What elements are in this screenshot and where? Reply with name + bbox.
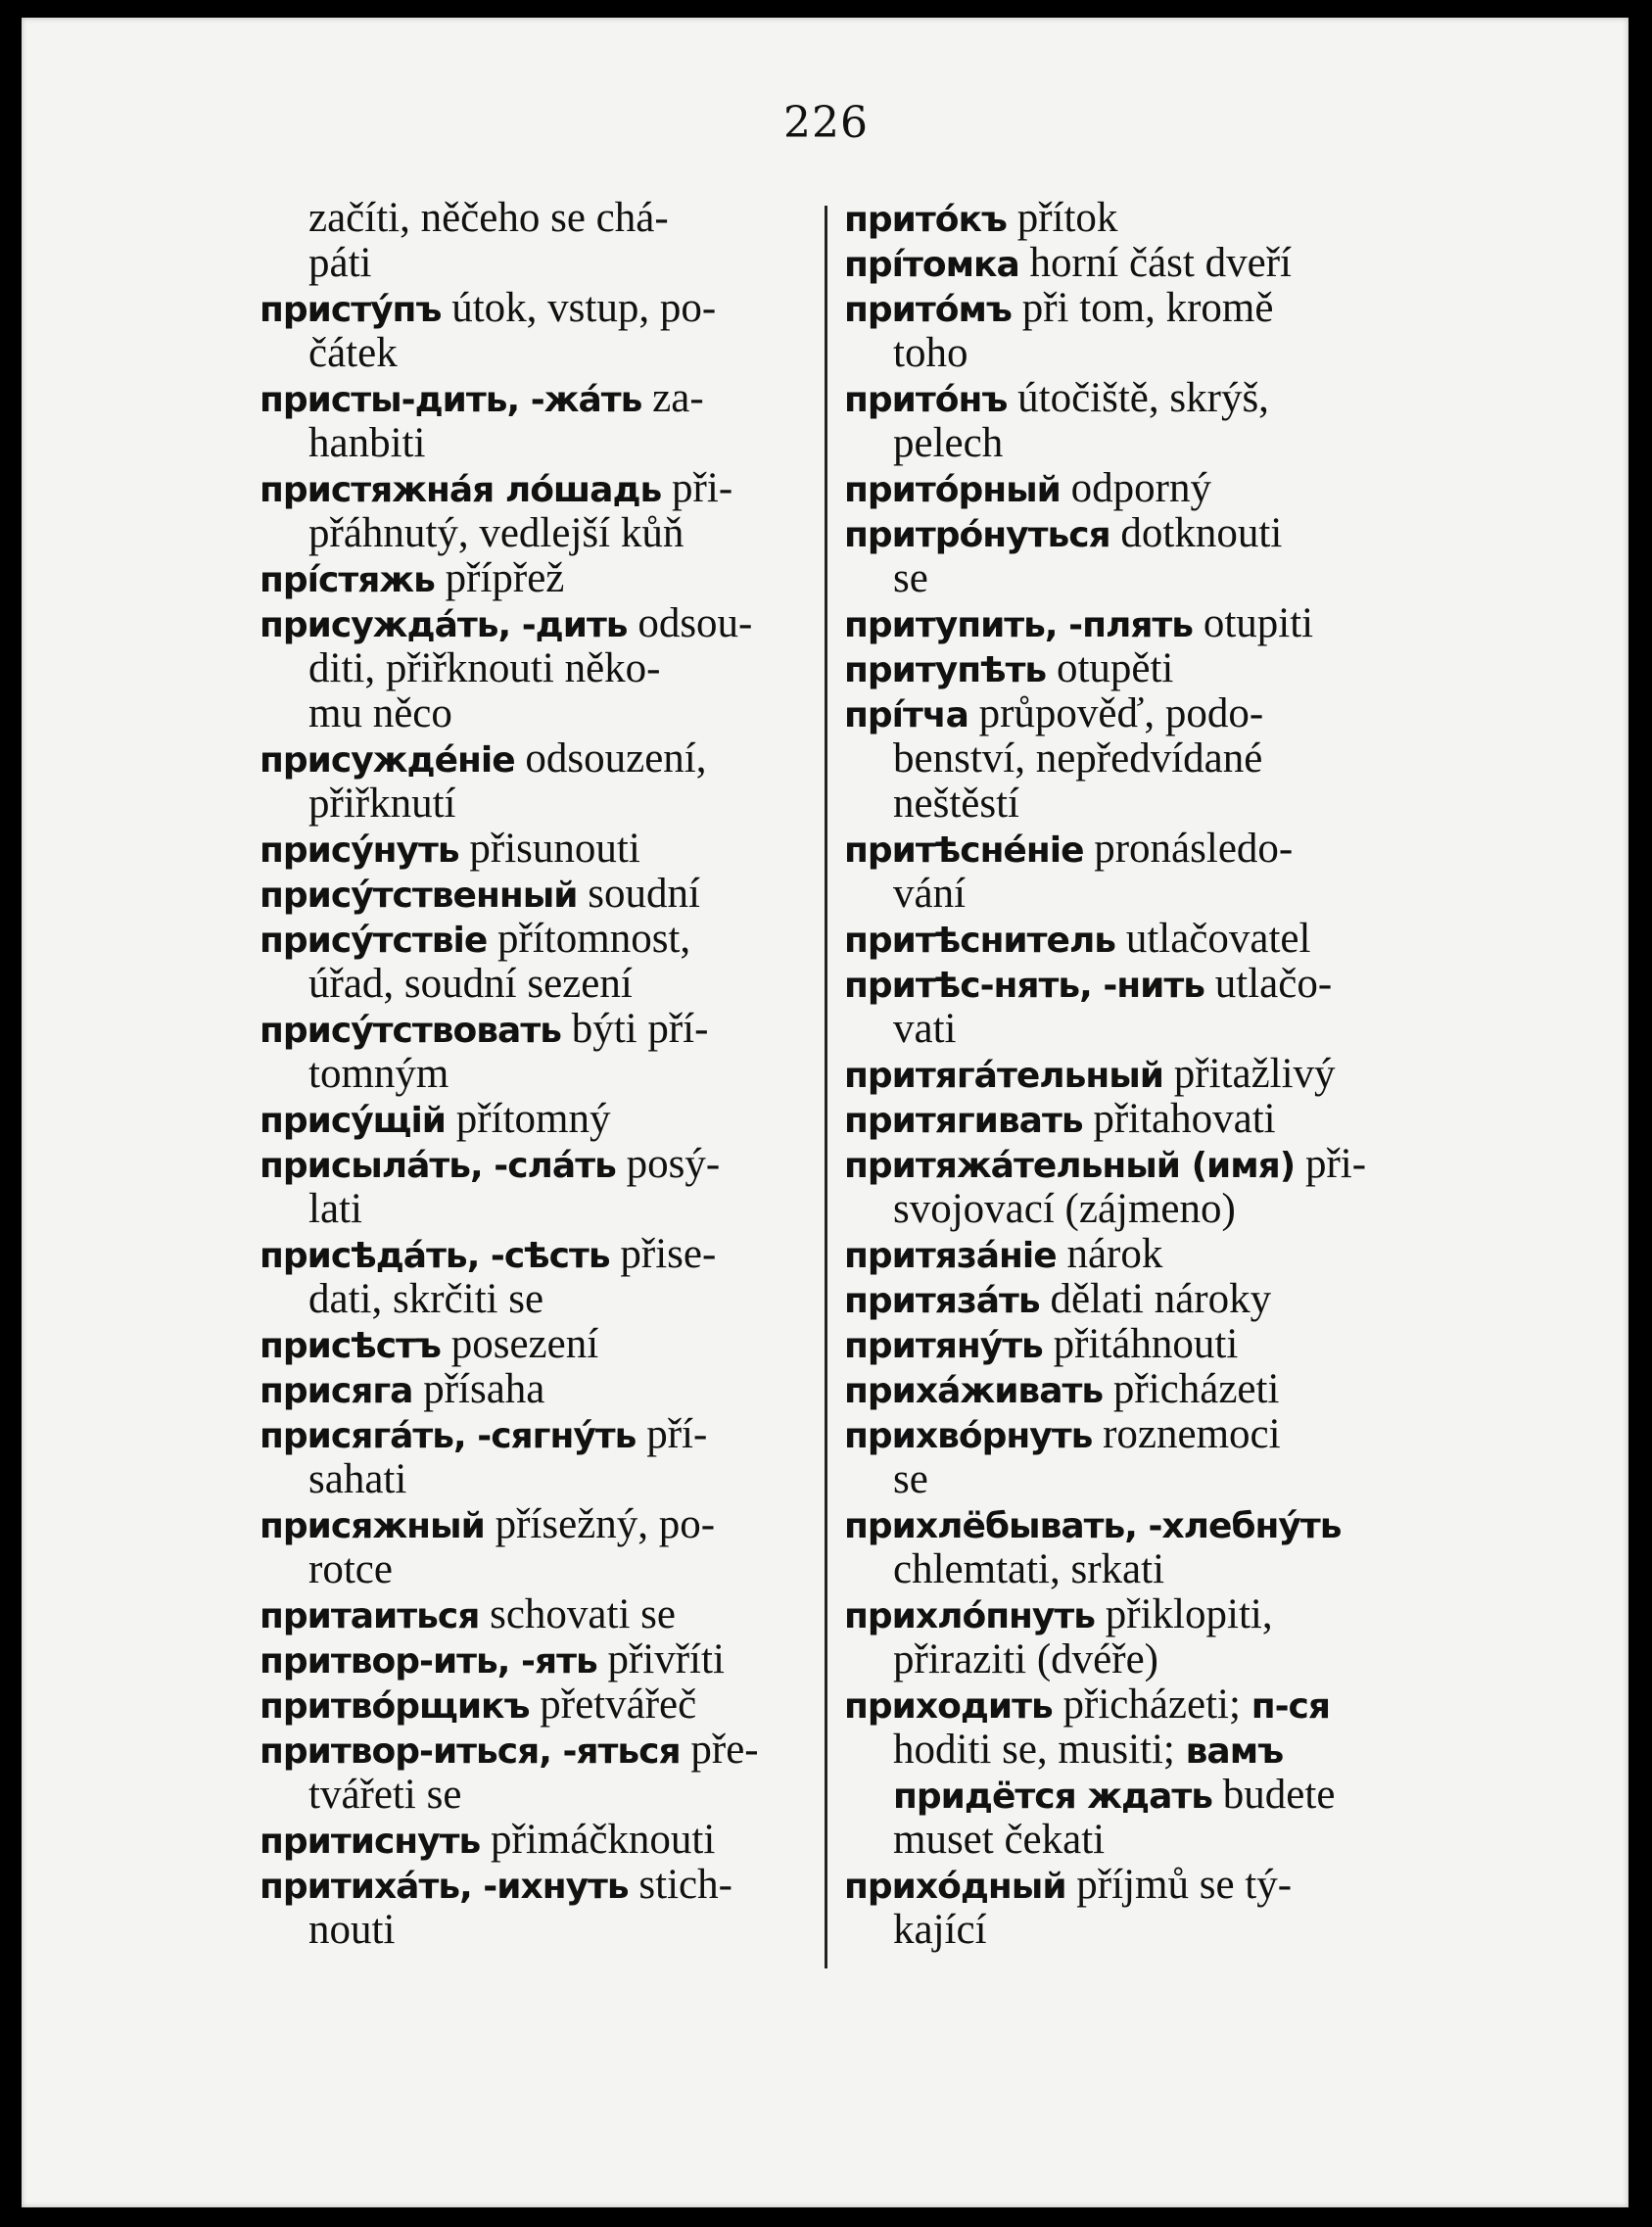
- translation: vání: [893, 871, 967, 917]
- translation: přípřež: [445, 555, 565, 601]
- translation: dotknouti: [1120, 510, 1283, 556]
- headword: притязáніе: [844, 1236, 1057, 1276]
- translation: odsouzení,: [525, 735, 707, 782]
- dictionary-line: [844, 782, 1402, 827]
- translation: pře-: [690, 1727, 759, 1773]
- dictionary-line: [260, 1142, 810, 1187]
- dictionary-line: [260, 1277, 810, 1322]
- translation: schovati se: [490, 1591, 676, 1637]
- dictionary-line: [844, 1412, 1402, 1457]
- headword: прíстяжь: [260, 560, 435, 600]
- dictionary-line: [844, 1097, 1402, 1142]
- dictionary-line: [260, 466, 810, 511]
- dictionary-line: [260, 196, 810, 241]
- dictionary-line: [260, 962, 810, 1007]
- headword: прихлóпнуть: [844, 1596, 1096, 1636]
- headword: присуждáть, -дить: [260, 605, 628, 645]
- dictionary-line: [844, 286, 1402, 331]
- translation: rotce: [308, 1546, 393, 1592]
- translation: nárok: [1066, 1231, 1163, 1277]
- dictionary-line: [260, 1412, 810, 1457]
- dictionary-line: [844, 1908, 1402, 1953]
- headword: притóнъ: [844, 380, 1008, 420]
- dictionary-line: [260, 1502, 810, 1547]
- headword: притягáтельный: [844, 1056, 1164, 1096]
- dictionary-line: [260, 1367, 810, 1412]
- translation: přivříti: [607, 1636, 725, 1682]
- dictionary-line: [844, 962, 1402, 1007]
- dictionary-line: [844, 872, 1402, 917]
- translation: vati: [893, 1006, 957, 1052]
- dictionary-line: [844, 556, 1402, 601]
- headword: притупить, -плять: [844, 605, 1194, 645]
- dictionary-line: [844, 466, 1402, 511]
- headword: притѣс-нять, -нить: [844, 966, 1204, 1006]
- dictionary-line: [260, 646, 810, 691]
- dictionary-line: [260, 331, 810, 376]
- translation: dělati nároky: [1050, 1276, 1272, 1322]
- headword: притвóрщикъ: [260, 1686, 530, 1727]
- translation: býti pří-: [571, 1006, 709, 1052]
- translation: útok, vstup, po-: [451, 285, 717, 331]
- translation: přitáhnouti: [1053, 1321, 1239, 1367]
- translation: čátek: [308, 330, 398, 376]
- translation: posý-: [626, 1141, 721, 1187]
- translation: pronásledo-: [1094, 826, 1294, 872]
- dictionary-line: [260, 872, 810, 917]
- headword: присяга: [260, 1371, 413, 1411]
- dictionary-line: [844, 196, 1402, 241]
- headword: притупѣть: [844, 650, 1047, 690]
- dictionary-line: [844, 691, 1402, 736]
- dictionary-line: [260, 1637, 810, 1682]
- translation: přicházeti;: [1062, 1682, 1241, 1728]
- dictionary-line: [260, 1728, 810, 1773]
- headword: присты-дить, -жáть: [260, 380, 642, 420]
- headword: притиснуть: [260, 1822, 481, 1862]
- dictionary-line: [844, 1322, 1402, 1367]
- headword: присѣстъ: [260, 1326, 441, 1366]
- headword: притязáть: [844, 1281, 1040, 1321]
- translation: kající: [893, 1907, 987, 1953]
- headword: п-ся: [1251, 1686, 1330, 1727]
- headword: притóрный: [844, 470, 1061, 510]
- headword: присѣдáть, -сѣсть: [260, 1236, 610, 1276]
- headword: прихáживать: [844, 1371, 1104, 1411]
- headword: притвор-иться, -яться: [260, 1731, 681, 1772]
- headword: прихлёбывать, -хлебнýть: [844, 1506, 1342, 1546]
- dictionary-line: [260, 782, 810, 827]
- translation: přítomnost,: [497, 916, 691, 962]
- dictionary-line: [260, 601, 810, 646]
- dictionary-line: [260, 1187, 810, 1232]
- translation: přitahovati: [1093, 1096, 1276, 1142]
- dictionary-line: [844, 1863, 1402, 1908]
- translation: přise-: [620, 1231, 717, 1277]
- dictionary-line: [844, 421, 1402, 466]
- dictionary-line: [844, 1592, 1402, 1637]
- headword: придётся ждать: [893, 1777, 1213, 1817]
- translation: utlačo-: [1214, 961, 1333, 1007]
- translation: neštěstí: [893, 781, 1019, 827]
- dictionary-line: [260, 376, 810, 421]
- translation: mu něco: [308, 690, 452, 736]
- dictionary-line: [844, 1367, 1402, 1412]
- dictionary-line: [260, 286, 810, 331]
- headword: прихóдный: [844, 1867, 1066, 1907]
- translation: lati: [308, 1186, 362, 1232]
- translation: odporný: [1070, 465, 1211, 511]
- dictionary-line: [260, 556, 810, 601]
- headword: присýнуть: [260, 830, 459, 871]
- dictionary-line: [260, 1052, 810, 1097]
- page-number: 226: [783, 98, 869, 148]
- headword: притрóнуться: [844, 515, 1110, 555]
- headword: притихáть, -ихнуть: [260, 1867, 629, 1907]
- translation: tvářeti se: [308, 1772, 462, 1818]
- dictionary-line: [844, 1187, 1402, 1232]
- dictionary-line: [260, 1592, 810, 1637]
- headword: прíтча: [844, 695, 968, 735]
- dictionary-line: [260, 736, 810, 782]
- translation: stich-: [638, 1862, 732, 1908]
- headword: пристяжнáя лóшадь: [260, 470, 662, 510]
- dictionary-line: [844, 1007, 1402, 1052]
- translation: přítok: [1016, 195, 1118, 241]
- translation: začíti, něčeho se chá-: [308, 195, 669, 241]
- translation: chlemtati, srkati: [893, 1546, 1165, 1592]
- headword: притѣснéніе: [844, 830, 1084, 871]
- translation: benství, nepředvídané: [893, 735, 1263, 782]
- translation: diti, přiřknouti něko-: [308, 645, 661, 691]
- headword: присяжный: [260, 1506, 485, 1546]
- dictionary-line: [844, 1773, 1402, 1818]
- dictionary-line: [844, 1818, 1402, 1863]
- translation: přísežný, po-: [495, 1501, 716, 1547]
- translation: za-: [652, 375, 704, 421]
- translation: horní část dveří: [1029, 240, 1292, 286]
- headword: присылáть, -слáть: [260, 1146, 616, 1186]
- dictionary-line: [844, 376, 1402, 421]
- headword: вамъ: [1185, 1731, 1284, 1772]
- translation: svojovací (zájmeno): [893, 1186, 1236, 1232]
- translation: přisunouti: [469, 826, 640, 872]
- translation: pelech: [893, 420, 1004, 466]
- translation: roznemoci: [1103, 1411, 1281, 1457]
- translation: nouti: [308, 1907, 396, 1953]
- translation: přicházeti: [1112, 1366, 1280, 1412]
- dictionary-line: [260, 241, 810, 286]
- dictionary-line: [844, 1682, 1402, 1728]
- headword: притягивать: [844, 1101, 1083, 1141]
- translation: přiraziti (dvéře): [893, 1636, 1158, 1682]
- dictionary-line: [260, 1322, 810, 1367]
- dictionary-line: [260, 827, 810, 872]
- headword: притаиться: [260, 1596, 480, 1636]
- dictionary-line: [260, 1863, 810, 1908]
- translation: přiřknutí: [308, 781, 456, 827]
- translation: přiklopiti,: [1105, 1591, 1273, 1637]
- translation: se: [893, 1456, 928, 1502]
- dictionary-line: [260, 917, 810, 962]
- column-divider: [825, 206, 827, 1968]
- translation: příjmů se tý-: [1076, 1862, 1293, 1908]
- translation: otupěti: [1056, 645, 1174, 691]
- headword: прихвóрнуть: [844, 1416, 1093, 1456]
- translation: přimáčknouti: [491, 1817, 716, 1863]
- translation: přísaha: [423, 1366, 545, 1412]
- headword: притóмъ: [844, 290, 1012, 330]
- headword: прíтомка: [844, 245, 1019, 285]
- dictionary-line: [844, 1637, 1402, 1682]
- dictionary-line: [844, 1728, 1402, 1773]
- dictionary-line: [844, 917, 1402, 962]
- left-column: [260, 196, 810, 1953]
- dictionary-line: [260, 1232, 810, 1277]
- dictionary-line: [844, 1457, 1402, 1502]
- translation: odsou-: [637, 600, 753, 646]
- translation: hoditi se, musiti;: [893, 1727, 1175, 1773]
- headword: приходить: [844, 1686, 1053, 1727]
- translation: při-: [672, 465, 733, 511]
- translation: při-: [1304, 1141, 1367, 1187]
- dictionary-line: [844, 1142, 1402, 1187]
- translation: přáhnutý, vedlejší kůň: [308, 510, 684, 556]
- dictionary-line: [260, 1547, 810, 1592]
- headword: притѣснитель: [844, 921, 1116, 961]
- dictionary-line: [260, 691, 810, 736]
- dictionary-line: [844, 1052, 1402, 1097]
- translation: posezení: [450, 1321, 599, 1367]
- dictionary-line: [260, 1007, 810, 1052]
- headword: присýтствовать: [260, 1011, 561, 1051]
- dictionary-line: [844, 511, 1402, 556]
- right-column: [844, 196, 1402, 1953]
- translation: páti: [308, 240, 372, 286]
- translation: otupiti: [1203, 600, 1314, 646]
- translation: přítomný: [455, 1096, 611, 1142]
- translation: dati, skrčiti se: [308, 1276, 544, 1322]
- dictionary-line: [260, 511, 810, 556]
- dictionary-line: [844, 1502, 1402, 1547]
- headword: притóкъ: [844, 200, 1007, 240]
- headword: присуждéніе: [260, 740, 515, 781]
- translation: při tom, kromě: [1021, 285, 1274, 331]
- translation: úřad, soudní sezení: [308, 961, 633, 1007]
- translation: muset čekati: [893, 1817, 1106, 1863]
- dictionary-line: [844, 331, 1402, 376]
- dictionary-line: [260, 1682, 810, 1728]
- headword: притяжáтельный (имя): [844, 1146, 1296, 1186]
- translation: soudní: [588, 871, 700, 917]
- translation: útočiště, skrýš,: [1017, 375, 1269, 421]
- headword: присýтствіе: [260, 921, 488, 961]
- translation: hanbiti: [308, 420, 426, 466]
- dictionary-line: [844, 646, 1402, 691]
- headword: присягáть, -сягнýть: [260, 1416, 637, 1456]
- dictionary-line: [844, 241, 1402, 286]
- dictionary-line: [260, 1097, 810, 1142]
- translation: utlačovatel: [1125, 916, 1311, 962]
- translation: tomným: [308, 1051, 449, 1097]
- translation: toho: [893, 330, 968, 376]
- dictionary-line: [260, 1457, 810, 1502]
- translation: přitažlivý: [1173, 1051, 1336, 1097]
- headword: присýтственный: [260, 876, 578, 916]
- translation: průpověď, podo-: [978, 690, 1264, 736]
- dictionary-line: [260, 421, 810, 466]
- dictionary-line: [260, 1818, 810, 1863]
- headword: пристýпъ: [260, 290, 442, 330]
- translation: pří-: [646, 1411, 708, 1457]
- translation: přetvářeč: [540, 1682, 697, 1728]
- dictionary-line: [844, 1277, 1402, 1322]
- headword: притвор-ить, -ять: [260, 1641, 597, 1682]
- translation: budete: [1222, 1772, 1336, 1818]
- dictionary-line: [844, 1547, 1402, 1592]
- dictionary-line: [844, 1232, 1402, 1277]
- dictionary-line: [844, 736, 1402, 782]
- dictionary-line: [844, 601, 1402, 646]
- headword: притянýть: [844, 1326, 1043, 1366]
- translation: se: [893, 555, 928, 601]
- dictionary-line: [844, 827, 1402, 872]
- dictionary-line: [260, 1908, 810, 1953]
- headword: присýщій: [260, 1101, 447, 1141]
- dictionary-line: [260, 1773, 810, 1818]
- translation: sahati: [308, 1456, 407, 1502]
